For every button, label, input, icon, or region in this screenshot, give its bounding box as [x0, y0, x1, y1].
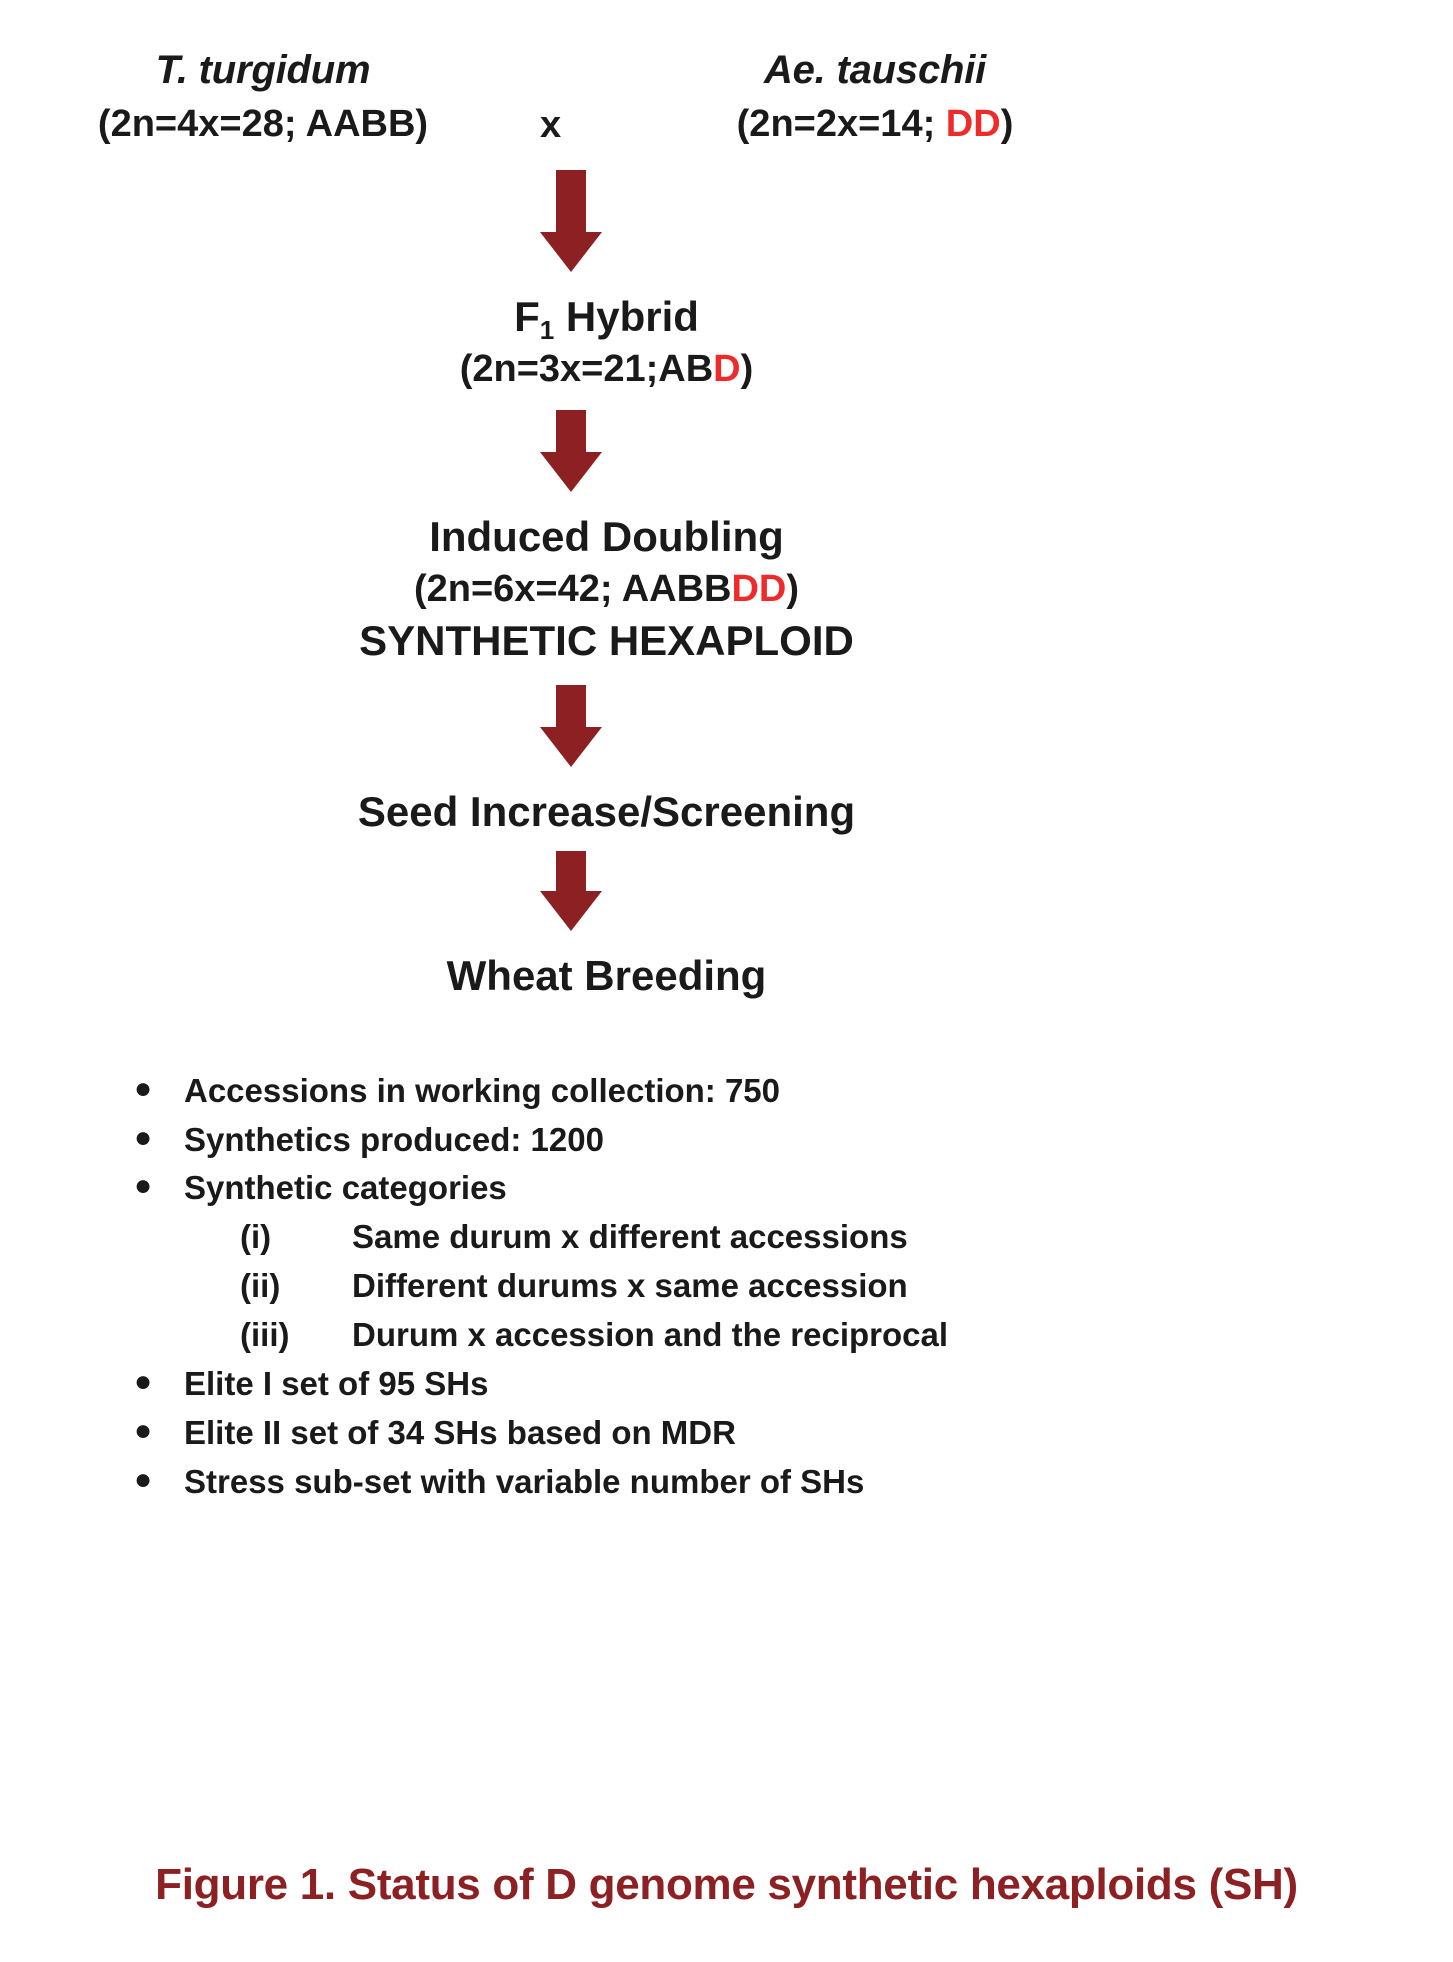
stage-f1-title-subscript: 1	[539, 314, 555, 345]
stage-breeding-title: Wheat Breeding	[446, 952, 767, 1000]
stage-wheat-breeding	[0, 949, 1333, 1004]
bullet-marker-icon: ●	[134, 1413, 153, 1447]
stage-f1-formula-suffix: )	[740, 347, 754, 390]
arrow-head	[540, 452, 602, 492]
sub-list-item	[240, 1263, 1328, 1310]
stage-f1-formula-prefix: (2n=3x=21;AB	[459, 347, 714, 390]
list-item-label: Synthetic categories	[184, 1169, 507, 1207]
sub-list-marker: (iii)	[240, 1316, 290, 1354]
down-arrow-icon-3	[540, 685, 602, 767]
list-item	[128, 1459, 1328, 1506]
parent-left-formula: (2n=4x=28; AABB)	[97, 103, 429, 145]
parent-right-species: Ae. tauschii	[763, 48, 987, 92]
parent-right-formula-suffix: )	[1000, 103, 1014, 145]
list-item-label: Synthetics produced: 1200	[184, 1120, 604, 1158]
parent-left-species: T. turgidum	[155, 48, 371, 92]
arrow-head	[540, 727, 602, 767]
list-item	[128, 1068, 1328, 1115]
sub-list-marker: (i)	[240, 1218, 272, 1256]
stage-f1-formula-genome: D	[713, 347, 741, 390]
parent-right	[660, 44, 1090, 149]
stage-doubling-label: SYNTHETIC HEXAPLOID	[359, 616, 854, 664]
stage-seed-title: Seed Increase/Screening	[357, 787, 856, 835]
list-item-label: Accessions in working collection: 750	[184, 1071, 781, 1109]
down-arrow-icon-4	[540, 851, 602, 931]
bullet-marker-icon: ●	[134, 1120, 153, 1154]
stage-f1-title	[0, 290, 1333, 345]
stage-seed-increase	[0, 785, 1333, 840]
stage-f1-title-f: F	[514, 293, 540, 340]
list-item	[128, 1117, 1328, 1164]
down-arrow-icon-1	[540, 170, 602, 272]
list-item-label: Elite I set of 95 SHs	[184, 1364, 489, 1402]
figure-caption: Figure 1. Status of D genome synthetic hexaploids (SH)	[155, 1860, 1298, 1909]
stage-doubling-formula	[0, 565, 1333, 614]
arrow-head	[540, 232, 602, 272]
stage-f1-title-rest: Hybrid	[554, 293, 699, 340]
status-bullet-list	[128, 1068, 1328, 1506]
arrow-shaft	[556, 410, 586, 452]
sub-list-item-label: Same durum x different accessions	[352, 1218, 908, 1256]
parents-row	[0, 44, 1453, 184]
stage-f1-hybrid	[0, 290, 1333, 394]
list-item-label: Elite II set of 34 SHs based on MDR	[184, 1413, 736, 1451]
figure-page	[0, 44, 1453, 1962]
stage-doubling-formula-prefix: (2n=6x=42; AABB	[413, 567, 732, 610]
bullet-marker-icon: ●	[134, 1071, 153, 1105]
stage-doubling-title: Induced Doubling	[429, 512, 784, 560]
sub-list-item	[240, 1312, 1328, 1359]
bullet-marker-icon: ●	[134, 1169, 153, 1203]
arrow-head	[540, 891, 602, 931]
arrow-shaft	[556, 685, 586, 727]
list-item-label: Stress sub-set with variable number of SHs	[184, 1462, 865, 1500]
parent-left	[48, 44, 478, 149]
down-arrow-icon-2	[540, 410, 602, 492]
sub-list-item-label: Different durums x same accession	[352, 1267, 908, 1305]
stage-induced-doubling	[0, 510, 1333, 669]
sub-list-marker: (ii)	[240, 1267, 281, 1305]
parent-right-formula	[660, 100, 1090, 149]
stage-doubling-formula-genome: DD	[731, 567, 787, 610]
sub-list-item	[240, 1214, 1328, 1261]
parent-right-formula-prefix: (2n=2x=14;	[736, 103, 946, 145]
list-item	[128, 1165, 1328, 1212]
bullet-marker-icon: ●	[134, 1364, 153, 1398]
bullet-marker-icon: ●	[134, 1462, 153, 1496]
cross-symbol: x	[540, 104, 562, 146]
list-item	[128, 1410, 1328, 1457]
arrow-shaft	[556, 851, 586, 891]
sub-list-item-label: Durum x accession and the reciprocal	[352, 1316, 949, 1354]
stage-doubling-formula-suffix: )	[786, 567, 800, 610]
list-item	[128, 1361, 1328, 1408]
stage-f1-formula	[0, 345, 1333, 394]
parent-right-formula-genome: DD	[945, 103, 1001, 145]
breeding-flow-diagram	[0, 44, 1453, 1004]
arrow-shaft	[556, 170, 586, 232]
